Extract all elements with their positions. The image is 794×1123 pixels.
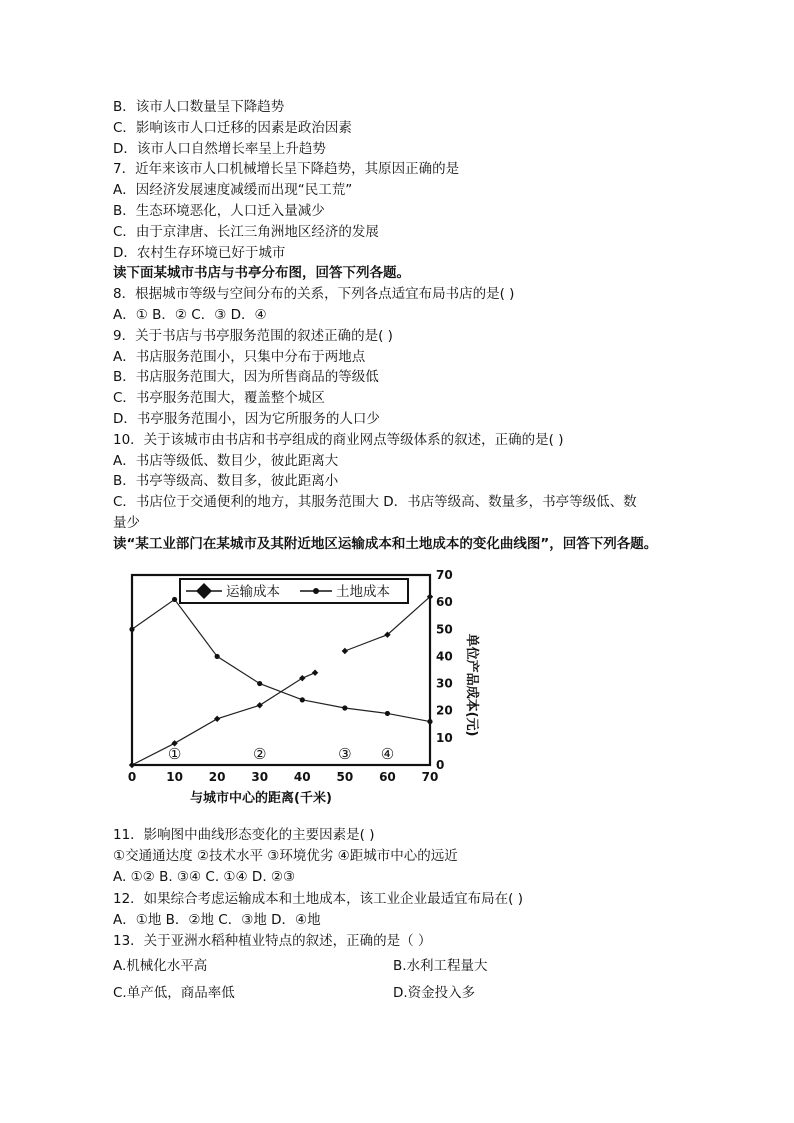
x-tick-label: 0	[127, 770, 137, 784]
data-point	[257, 681, 262, 686]
data-point	[129, 762, 135, 768]
data-point	[385, 711, 390, 716]
question-line: D．农村生存环境已好于城市	[113, 244, 286, 261]
series-line-0	[132, 673, 315, 765]
data-point	[257, 702, 263, 708]
question-line: 量少	[113, 515, 140, 531]
data-point	[427, 719, 432, 724]
question-line: 12．如果综合考虑运输成本和土地成本，该工业企业最适宜布局在( )	[113, 890, 524, 907]
question-line: 11．影响图中曲线形态变化的主要因素是( )	[113, 827, 375, 843]
x-tick-label: 60	[379, 770, 396, 784]
legend-circle-marker	[313, 588, 319, 594]
question-line: ①交通通达度 ②技术水平 ③环境优劣 ④距城市中心的远近	[113, 848, 458, 865]
question-line: A．① B．② C．③ D．④	[113, 307, 267, 323]
y-tick-label: 70	[436, 568, 453, 582]
question-line: B．书店服务范围大，因为所售商品的等级低	[113, 369, 379, 386]
y-tick-label: 50	[436, 622, 453, 637]
x-tick-label: 10	[166, 770, 183, 784]
location-marker: ②	[252, 745, 267, 764]
question-line: 9．关于书店与书亭服务范围的叙述正确的是( )	[113, 327, 393, 344]
data-point	[214, 716, 220, 722]
question-line: C．影响该市人口迁移的因素是政治因素	[113, 119, 352, 136]
data-point	[172, 597, 177, 602]
data-point	[300, 697, 305, 702]
data-point	[129, 627, 134, 632]
y-tick-label: 40	[436, 649, 453, 664]
x-axis-label: 与城市中心的距离(千米)	[190, 791, 332, 806]
data-point	[342, 648, 348, 654]
question-line: A．因经济发展速度减缓而出现“民工荒”	[113, 182, 353, 199]
question-line: C．书亭服务范围大，覆盖整个城区	[113, 390, 325, 407]
series-line-1	[132, 599, 430, 721]
y-tick-label: 30	[436, 676, 453, 691]
question-line: A．书店等级低、数目少，彼此距离大	[113, 452, 339, 469]
question-line: A. ①② B. ③④ C. ①④ D. ②③	[113, 869, 296, 886]
data-point	[342, 705, 347, 710]
question-line: D．该市人口自然增长率呈上升趋势	[113, 140, 326, 157]
question-line: C．书店位于交通便利的地方，其服务范围大 D．书店等级高、数量多，书亭等级低、数	[113, 494, 637, 511]
y-tick-label: 60	[436, 595, 453, 610]
location-marker: ③	[338, 745, 352, 764]
location-marker: ④	[380, 745, 395, 764]
question-line: 10．关于该城市由书店和书亭组成的商业网点等级体系的叙述，正确的是( )	[113, 431, 564, 448]
question-line: 8．根据城市等级与空间分布的关系，下列各点适宜布局书店的是( )	[113, 286, 515, 303]
question-line: B．该市人口数量呈下降趋势	[113, 99, 285, 115]
x-tick-label: 20	[208, 770, 226, 784]
x-tick-label: 50	[336, 770, 354, 784]
y-tick-label: 20	[436, 703, 453, 718]
q13-option-c: C.单产低，商品率低	[113, 985, 235, 1001]
question-line: 13．关于亚洲水稻种植业特点的叙述，正确的是（ ）	[113, 933, 432, 949]
y-tick-label: 0	[436, 758, 445, 772]
question-line: B．书亭等级高、数目多，彼此距离小	[113, 473, 339, 490]
y-tick-label: 10	[436, 730, 453, 745]
question-line: A．书店服务范围小，只集中分布于两地点	[113, 348, 366, 365]
question-line: B．生态环境恶化，人口迁入量减少	[113, 203, 325, 219]
legend-label: 运输成本	[226, 584, 280, 600]
cost-line-chart	[110, 565, 480, 815]
series-line-0	[345, 597, 430, 651]
data-point	[215, 654, 220, 659]
reading-prompt: 读“某工业部门在某城市及其附近地区运输成本和土地成本的变化曲线图”，回答下列各题。	[113, 535, 658, 552]
y-axis-label: 单位产品成本(元)	[464, 633, 479, 737]
data-point	[299, 675, 305, 681]
question-line: C．由于京津唐、长江三角洲地区经济的发展	[113, 223, 379, 240]
q13-option-d: D.资金投入多	[393, 985, 476, 1001]
data-point	[312, 670, 318, 676]
q13-option-b: B.水利工程量大	[393, 958, 488, 974]
q13-option-a: A.机械化水平高	[113, 958, 208, 974]
x-tick-label: 30	[251, 770, 269, 784]
x-tick-label: 70	[421, 770, 439, 784]
legend-label: 土地成本	[336, 584, 390, 600]
question-line: 7．近年来该市人口机械增长呈下降趋势，其原因正确的是	[113, 161, 460, 178]
reading-prompt: 读下面某城市书店与书亭分布图，回答下列各题。	[113, 265, 410, 282]
question-line: A．①地 B．②地 C．③地 D．④地	[113, 911, 321, 928]
question-line: D．书亭服务范围小，因为它所服务的人口少	[113, 411, 380, 427]
x-tick-label: 40	[293, 770, 311, 784]
location-marker: ①	[167, 745, 182, 764]
